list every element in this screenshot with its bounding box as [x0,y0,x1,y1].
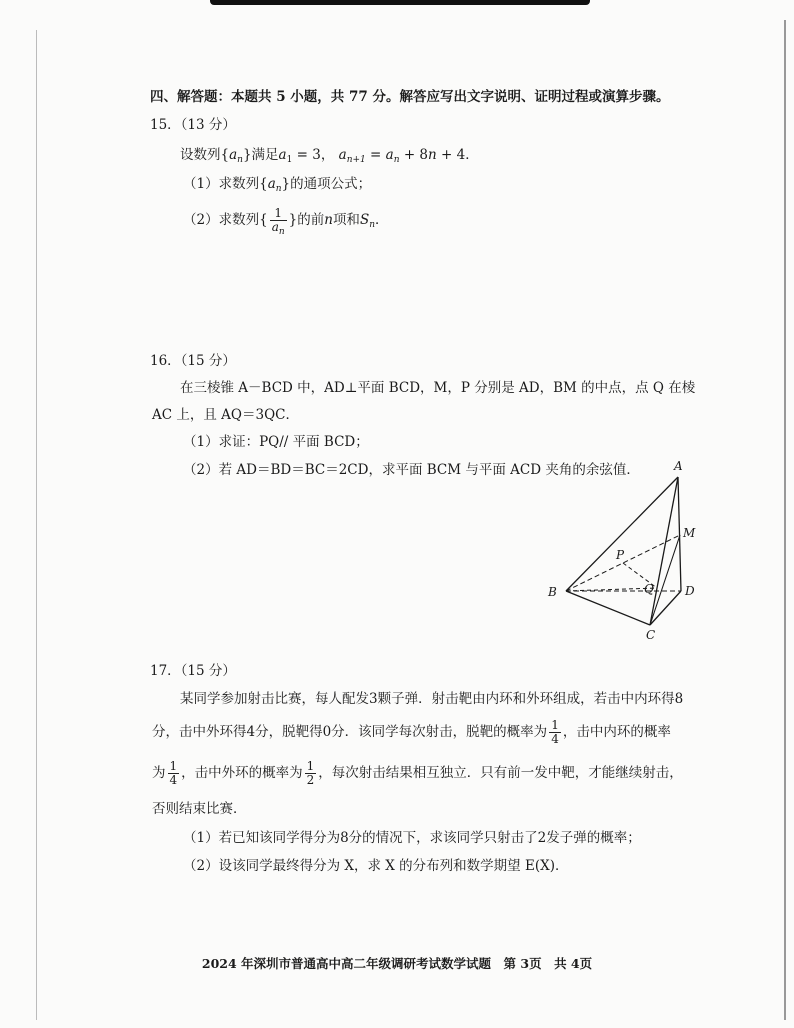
q17-title: 17．（15 分） [150,663,236,679]
edge-CD [650,591,681,625]
scan-right-edge [784,20,786,1020]
label-A: A [674,459,683,473]
frac-outer-num: 1 [306,759,315,773]
q17-line3-text3: ，每次射击结果相互独立．只有前一发中靶，才能继续射击， [318,765,683,781]
q15-p2-end: ． [374,212,389,228]
label-B: B [548,585,557,599]
q16-part2: （2）若 AD＝BD＝BC＝2CD，求平面 BCM 与平面 ACD 夹角的余弦值． [183,462,640,478]
q17-line2 [152,715,671,749]
label-D: D [685,584,695,598]
q15-stem-text2: 满足 [251,147,279,163]
q17-line3-text2: ，击中外环的概率为 [181,765,303,781]
q15-p1-text2: 的通项公式； [290,176,372,192]
q15-title: 15．（13 分） [150,117,236,133]
label-M: M [683,526,696,540]
q17-line2-text: 分，击中外环得4分，脱靶得0分．该同学每次射击，脱靶的概率为 [152,724,548,740]
section-header: 四、解答题：本题共 5 小题，共 77 分。解答应写出文字说明、证明过程或演算步骤。 [150,89,670,105]
edge-BC [566,591,650,625]
q15-stem: 设数列$\{a_n\}$满足$a_1 = 3$， $a_{n+1} = a_n + 8n + 4$． [180,147,479,165]
q15-p1-text: （1）求数列 [183,176,260,192]
frac-miss-num: 1 [551,718,559,732]
frac-miss-den: 4 [551,732,559,746]
q17-fraction-inner [168,760,180,787]
q17-fraction-miss [549,719,561,746]
q15-p2-n: n [324,212,333,228]
q15-stem-end: ． [465,147,479,163]
frac-outer-den: 2 [306,773,315,787]
q16-part1: （1）求证：PQ// 平面 BCD； [183,434,369,450]
q15-p2-text2: 的前 [297,212,325,228]
q15-stem-text: 设数列 [180,147,221,163]
q17-part2: （2）设该同学最终得分为 X，求 X 的分布列和数学期望 E(X)． [183,858,569,874]
q16-line2: AC 上，且 AQ＝3QC． [152,407,299,423]
page-footer: 2024 年深圳市普通高中高二年级调研考试数学试题 第 3页 共 4页 [201,956,593,971]
q17-part1: （1）若已知该同学得分为8分的情况下，求该同学只射击了2发子弹的概率； [183,830,641,846]
q17-line1: 某同学参加射击比赛，每人配发3颗子弹．射击靶由内环和外环组成，若击中内环得8 [180,691,684,707]
label-C: C [646,628,656,642]
q15-stem-comma: ， [320,147,335,163]
q16-line1: 在三棱锥 A－BCD 中，AD⊥平面 BCD，M，P 分别是 AD，BM 的中点，点 Q 在棱 [180,380,696,396]
q16-title: 16．（15 分） [150,353,236,369]
q15-part1: （1）求数列$\{a_n\}$的通项公式； [183,176,372,194]
q17-line3 [152,756,683,790]
q15-fraction: $\frac{1}{a_n}$ [271,206,285,237]
edge-AD [678,477,681,591]
q17-line2-text2: ，击中内环的概率 [562,724,671,740]
q17-line3-text: 为 [152,765,166,781]
q15-part2: （2）求数列{ $\frac{1}{a_n}$ }的前n项和$S_n$． [183,206,389,237]
scan-top-edge [210,0,590,5]
frac-inner-den: 4 [169,773,178,787]
pyramid-figure [540,455,710,645]
label-Q: Q [644,582,654,596]
scan-left-edge [36,30,37,1020]
q15-p2-text: （2）求数列 [183,212,260,228]
edge-AB [566,477,678,591]
label-P: P [616,548,625,562]
q17-fraction-outer [305,760,317,787]
q15-p2-text3: 项和 [332,212,360,228]
frac-inner-num: 1 [169,759,178,773]
edge-AC [650,477,678,625]
q17-line4: 否则结束比赛． [152,801,247,817]
